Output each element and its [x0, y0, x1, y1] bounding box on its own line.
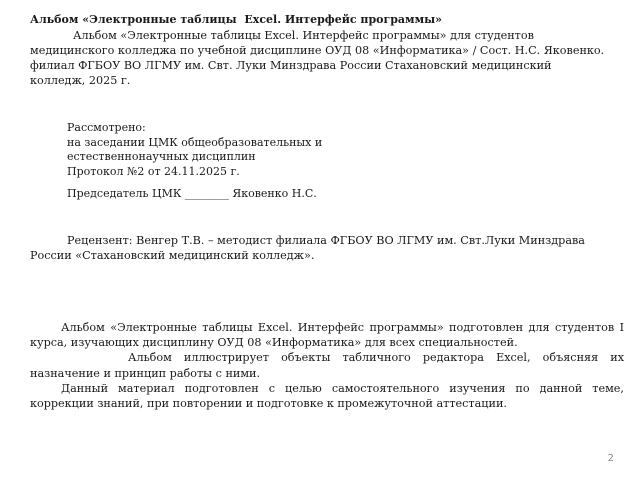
- description-section: [30, 320, 624, 411]
- reviewer-paragraph: Рецензент: Венгер Т.В. – методист филиала ФГБОУ ВО ЛГМУ им. Свт.Луки Минздрава России «Стахановский медицинский колледж».: [30, 234, 585, 262]
- review-committee-line: естественнонаучных дисциплин: [67, 150, 256, 163]
- review-block: [67, 121, 397, 179]
- page-number: 2: [607, 453, 614, 464]
- document-title: Альбом «Электронные таблицы Excel. Интерфейс программы»: [30, 13, 443, 26]
- description-paragraph: Альбом «Электронные таблицы Excel. Интерфейс программы» подготовлен для студентов I курса, изучающих дисциплину ОУД 08 «Информатика» для всех специальностей.: [30, 321, 624, 350]
- intro-paragraph: Альбом «Электронные таблицы Excel. Интерфейс программы» для студентов медицинского колледжа по учебной дисциплине ОУД 08 «Информатика» / Сост. Н.С. Яковенко. филиал ФГБОУ ВО ЛГМУ им. Свт. Луки Минздрава России Стахановский медицинский колледж, 2025 г.: [30, 29, 605, 87]
- review-label: Рассмотрено:: [67, 121, 146, 134]
- description-paragraph: Данный материал подготовлен с целью самостоятельного изучения по данной теме, коррекции знаний, при повторении и подготовке к промежуточной аттестации.: [30, 381, 624, 411]
- description-paragraph: Альбом иллюстрирует объекты табличного редактора Excel, объясняя их назначение и принцип работы с ними.: [30, 351, 624, 380]
- chairman-signature-line: Председатель ЦМК ________ Яковенко Н.С.: [67, 187, 317, 200]
- review-protocol: Протокол №2 от 24.11.2025 г.: [67, 164, 240, 178]
- review-committee-line: на заседании ЦМК общеобразовательных и: [67, 135, 323, 149]
